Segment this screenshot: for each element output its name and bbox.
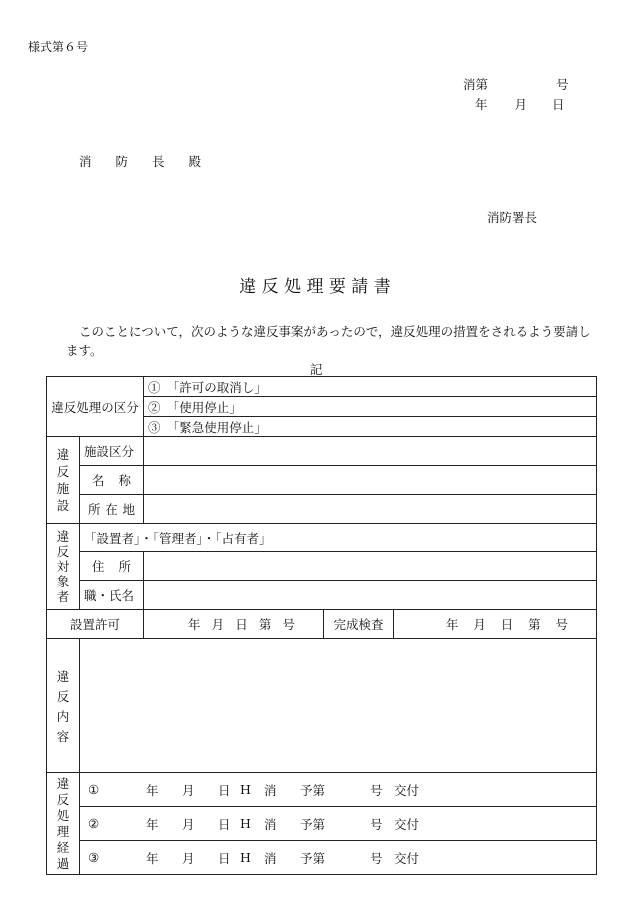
history-row[interactable]: ② 年 月 日 H 消 予第 号 交付 (80, 807, 597, 841)
inspection-label: 完成検査 (324, 610, 394, 639)
category-option[interactable]: ③ 「緊急使用停止」 (144, 417, 597, 437)
ki-label: 記 (310, 362, 323, 377)
document-date (475, 95, 565, 113)
inspection-field[interactable]: 年 月 日 第 号 (394, 610, 597, 639)
body-line-1: このことについて，次のような違反事案があったので，違反処理の措置をされるよう要請し (79, 324, 591, 339)
facility-address-field[interactable] (144, 495, 597, 524)
date-year: 年 (475, 97, 488, 112)
doc-number-prefix: 消第 (463, 77, 489, 92)
form-number: 様式第６号 (28, 40, 89, 54)
addressee (79, 152, 201, 170)
category-label: 違反処理の区分 (47, 377, 144, 437)
history-row[interactable]: ① 年 月 日 H 消 予第 号 交付 (80, 773, 597, 807)
facility-name-field[interactable] (144, 466, 597, 495)
facility-category-label: 施設区分 (80, 437, 144, 466)
content-section-label: 違 反 内 容 (47, 639, 80, 773)
addressee-char: 殿 (188, 154, 202, 169)
request-form-table (46, 376, 597, 875)
target-address-field[interactable] (144, 552, 597, 581)
content-field[interactable] (80, 639, 597, 773)
body-line-2: ます。 (66, 343, 103, 358)
history-row[interactable]: ③ 年 月 日 H 消 予第 号 交付 (80, 841, 597, 875)
document-title: 違 反 処 理 要 請 書 (239, 277, 391, 297)
facility-address-label: 所 在 地 (80, 495, 144, 524)
category-option[interactable]: ① 「許可の取消し」 (144, 377, 597, 397)
permit-label: 設置許可 (47, 610, 144, 639)
facility-section-label: 違 反 施 設 (47, 437, 80, 524)
addressee-char: 防 (115, 154, 129, 169)
facility-name-label: 名 称 (80, 466, 144, 495)
target-name-field[interactable] (144, 581, 597, 610)
category-option[interactable]: ② 「使用停止」 (144, 397, 597, 417)
permit-field[interactable]: 年 月 日 第 号 (144, 610, 324, 639)
document-number (463, 75, 569, 93)
addressee-char: 長 (152, 154, 165, 169)
target-section-label: 違 反 対 象 者 (47, 524, 80, 610)
addressee-char: 消 (79, 154, 92, 169)
target-roles[interactable]: 「設置者」・「管理者」・「占有者」 (80, 524, 597, 552)
date-day: 日 (552, 97, 565, 112)
target-address-label: 住 所 (80, 552, 144, 581)
target-name-label: 職・氏名 (80, 581, 144, 610)
doc-number-suffix: 号 (556, 77, 569, 92)
history-section-label: 違 反 処 理 経 過 (47, 773, 80, 875)
sender: 消防署長 (487, 210, 538, 225)
date-month: 月 (514, 97, 528, 112)
facility-category-field[interactable] (144, 437, 597, 466)
